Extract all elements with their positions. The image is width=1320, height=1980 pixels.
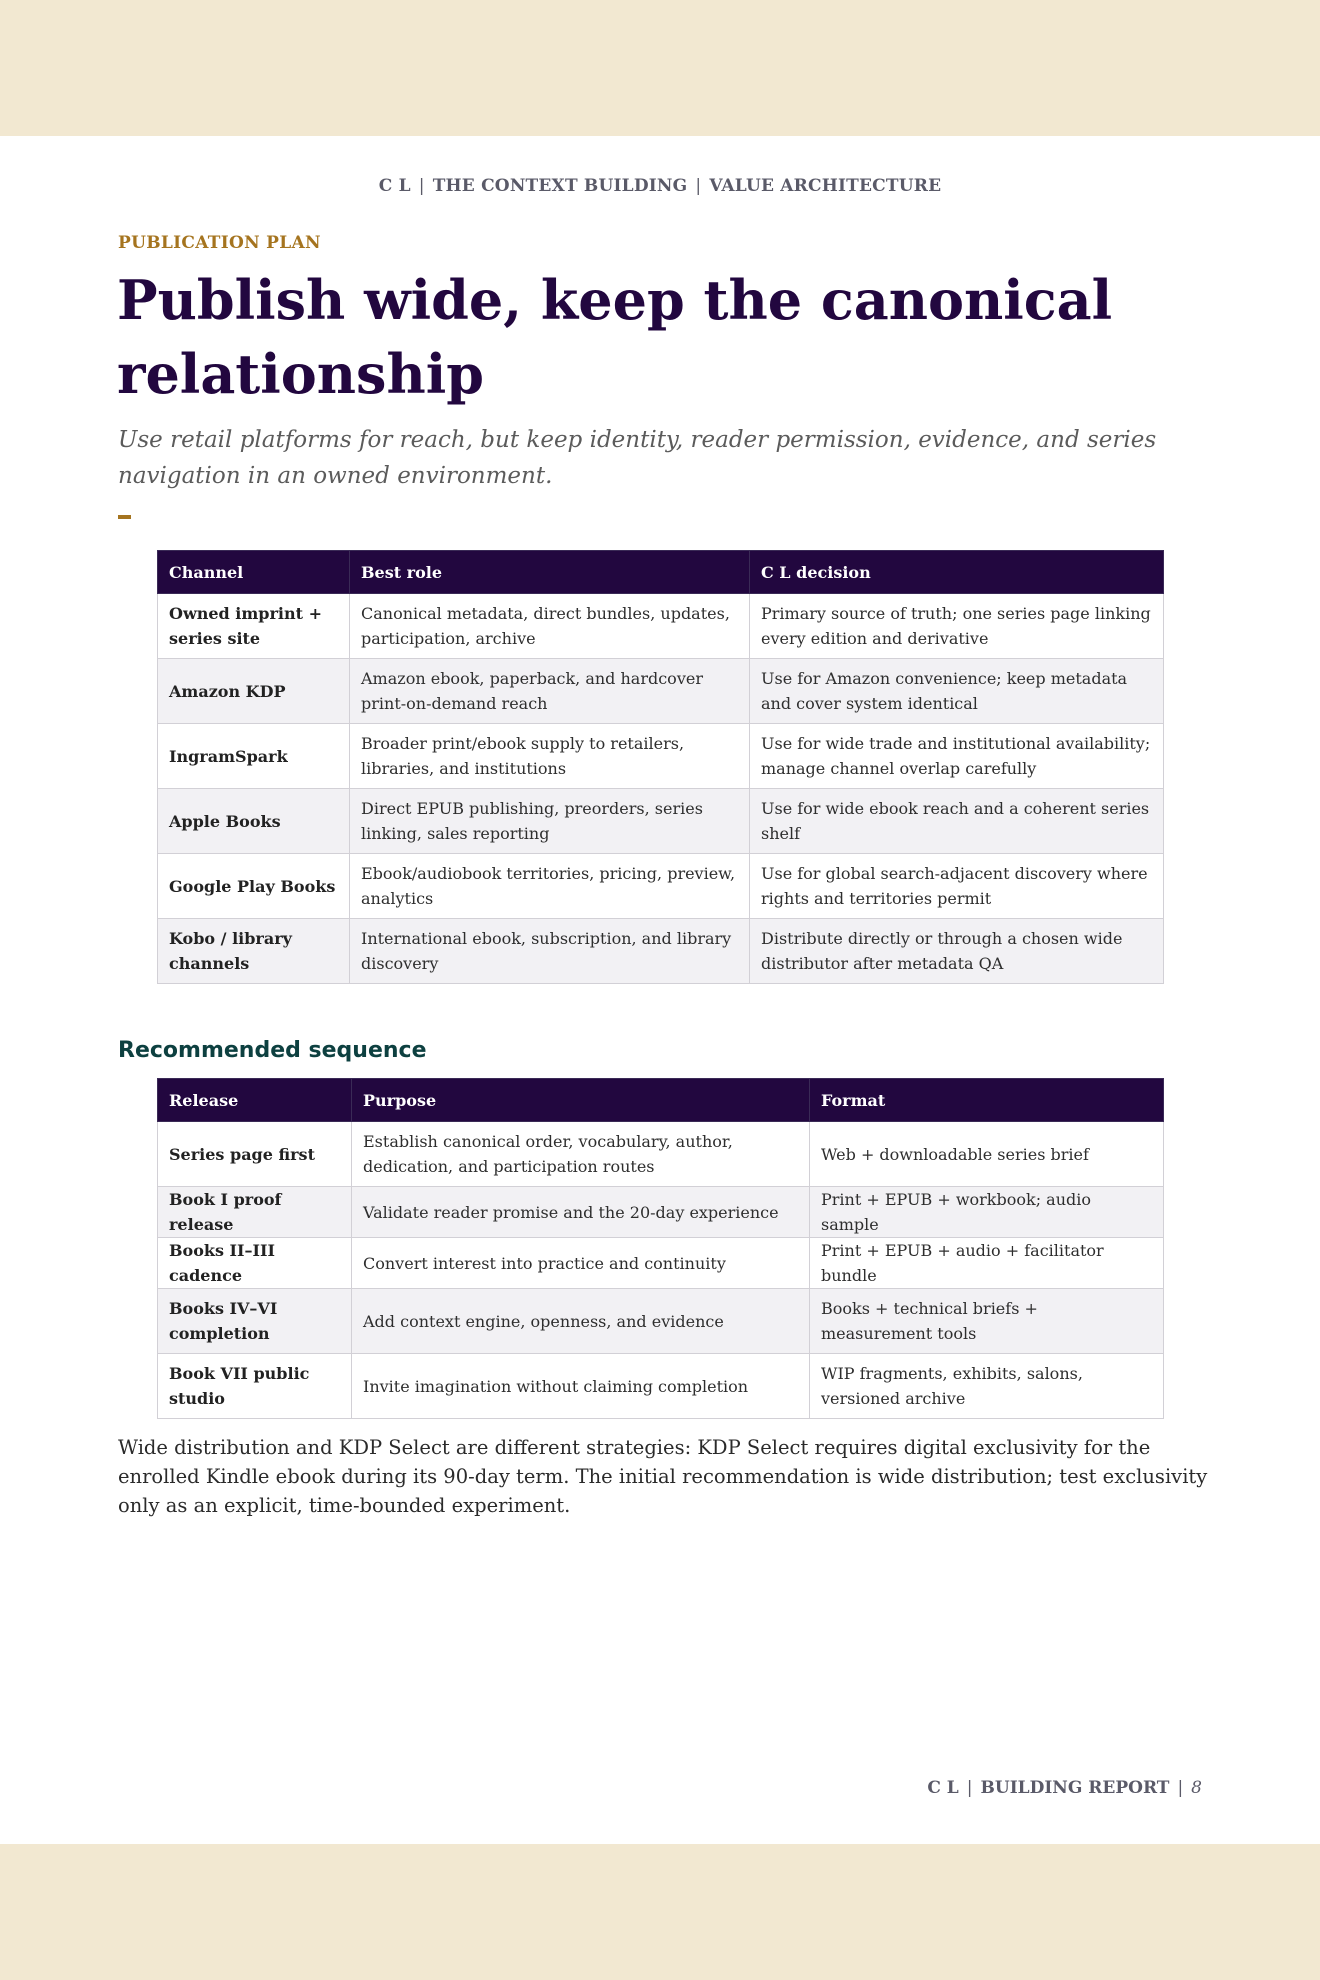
bottom-decorative-band [0, 1844, 1320, 1980]
sequence-table [157, 1078, 1164, 1419]
table-row [158, 854, 1164, 919]
best-role-cell: International ebook, subscription, and library discovery [350, 919, 750, 984]
footer-report: BUILDING REPORT [980, 1778, 1170, 1798]
table-row [158, 659, 1164, 724]
table-row [158, 1354, 1164, 1419]
header-org: C L [378, 176, 411, 196]
channel-cell: Owned imprint + series site [158, 594, 350, 659]
header-separator: | [695, 176, 702, 196]
section-kicker: PUBLICATION PLAN [118, 233, 321, 253]
table-row [158, 1187, 1164, 1238]
channel-cell: Kobo / library channels [158, 919, 350, 984]
column-header-format: Format [810, 1079, 1164, 1122]
purpose-cell: Validate reader promise and the 20-day experience [352, 1187, 810, 1238]
header-building: THE CONTEXT BUILDING [432, 176, 688, 196]
format-cell: Print + EPUB + workbook; audio sample [810, 1187, 1164, 1238]
page-number: 8 [1191, 1778, 1202, 1798]
table-row [158, 1289, 1164, 1354]
release-cell: Series page first [158, 1122, 352, 1187]
page-subtitle: Use retail platforms for reach, but keep identity, reader permission, evidence, and series navigation in an owned environment. [118, 427, 1157, 489]
table-row [158, 594, 1164, 659]
channel-cell: Amazon KDP [158, 659, 350, 724]
accent-rule [118, 515, 131, 519]
best-role-cell: Amazon ebook, paperback, and hardcover print-on-demand reach [350, 659, 750, 724]
page-title: Publish wide, keep the canonical relationship [117, 268, 1113, 406]
channel-cell: Apple Books [158, 789, 350, 854]
decision-cell: Distribute directly or through a chosen wide distributor after metadata QA [750, 919, 1164, 984]
best-role-cell: Canonical metadata, direct bundles, updates, participation, archive [350, 594, 750, 659]
top-decorative-band [0, 0, 1320, 136]
footer-separator: | [966, 1778, 973, 1798]
table-row [158, 919, 1164, 984]
sequence-heading: Recommended sequence [118, 1038, 427, 1063]
channel-cell: Google Play Books [158, 854, 350, 919]
format-cell: WIP fragments, exhibits, salons, versioned archive [810, 1354, 1164, 1419]
format-cell: Web + downloadable series brief [810, 1122, 1164, 1187]
release-cell: Books II–III cadence [158, 1238, 352, 1289]
purpose-cell: Invite imagination without claiming completion [352, 1354, 810, 1419]
best-role-cell: Broader print/ebook supply to retailers, libraries, and institutions [350, 724, 750, 789]
purpose-cell: Establish canonical order, vocabulary, author, dedication, and participation routes [352, 1122, 810, 1187]
column-header-release: Release [158, 1079, 352, 1122]
table-row [158, 789, 1164, 854]
column-header-purpose: Purpose [352, 1079, 810, 1122]
page-footer [927, 1778, 1202, 1798]
column-header-channel: Channel [158, 551, 350, 594]
release-cell: Book VII public studio [158, 1354, 352, 1419]
header-separator: | [418, 176, 425, 196]
running-header [0, 176, 1320, 196]
column-header-best-role: Best role [350, 551, 750, 594]
footer-org: C L [927, 1778, 959, 1798]
table-row [158, 1122, 1164, 1187]
header-section: VALUE ARCHITECTURE [709, 176, 942, 196]
best-role-cell: Direct EPUB publishing, preorders, series linking, sales reporting [350, 789, 750, 854]
purpose-cell: Add context engine, openness, and evidence [352, 1289, 810, 1354]
format-cell: Print + EPUB + audio + facilitator bundle [810, 1238, 1164, 1289]
purpose-cell: Convert interest into practice and continuity [352, 1238, 810, 1289]
channels-header-row [158, 551, 1164, 594]
channels-table [157, 550, 1164, 984]
decision-cell: Use for global search-adjacent discovery where rights and territories permit [750, 854, 1164, 919]
body-paragraph: Wide distribution and KDP Select are different strategies: KDP Select requires digital exclusivity for the enrolled Kindle ebook during its 90-day term. The initial recommendation is wide distribution; test exclusivity only as an explicit, time-bounded experiment. [118, 1436, 1208, 1517]
decision-cell: Use for wide ebook reach and a coherent series shelf [750, 789, 1164, 854]
release-cell: Book I proof release [158, 1187, 352, 1238]
channel-cell: IngramSpark [158, 724, 350, 789]
footer-separator: | [1177, 1778, 1184, 1798]
decision-cell: Use for wide trade and institutional availability; manage channel overlap carefully [750, 724, 1164, 789]
table-row [158, 1238, 1164, 1289]
release-cell: Books IV–VI completion [158, 1289, 352, 1354]
sequence-header-row [158, 1079, 1164, 1122]
column-header-decision: C L decision [750, 551, 1164, 594]
decision-cell: Use for Amazon convenience; keep metadata and cover system identical [750, 659, 1164, 724]
format-cell: Books + technical briefs + measurement tools [810, 1289, 1164, 1354]
best-role-cell: Ebook/audiobook territories, pricing, preview, analytics [350, 854, 750, 919]
decision-cell: Primary source of truth; one series page linking every edition and derivative [750, 594, 1164, 659]
table-row [158, 724, 1164, 789]
